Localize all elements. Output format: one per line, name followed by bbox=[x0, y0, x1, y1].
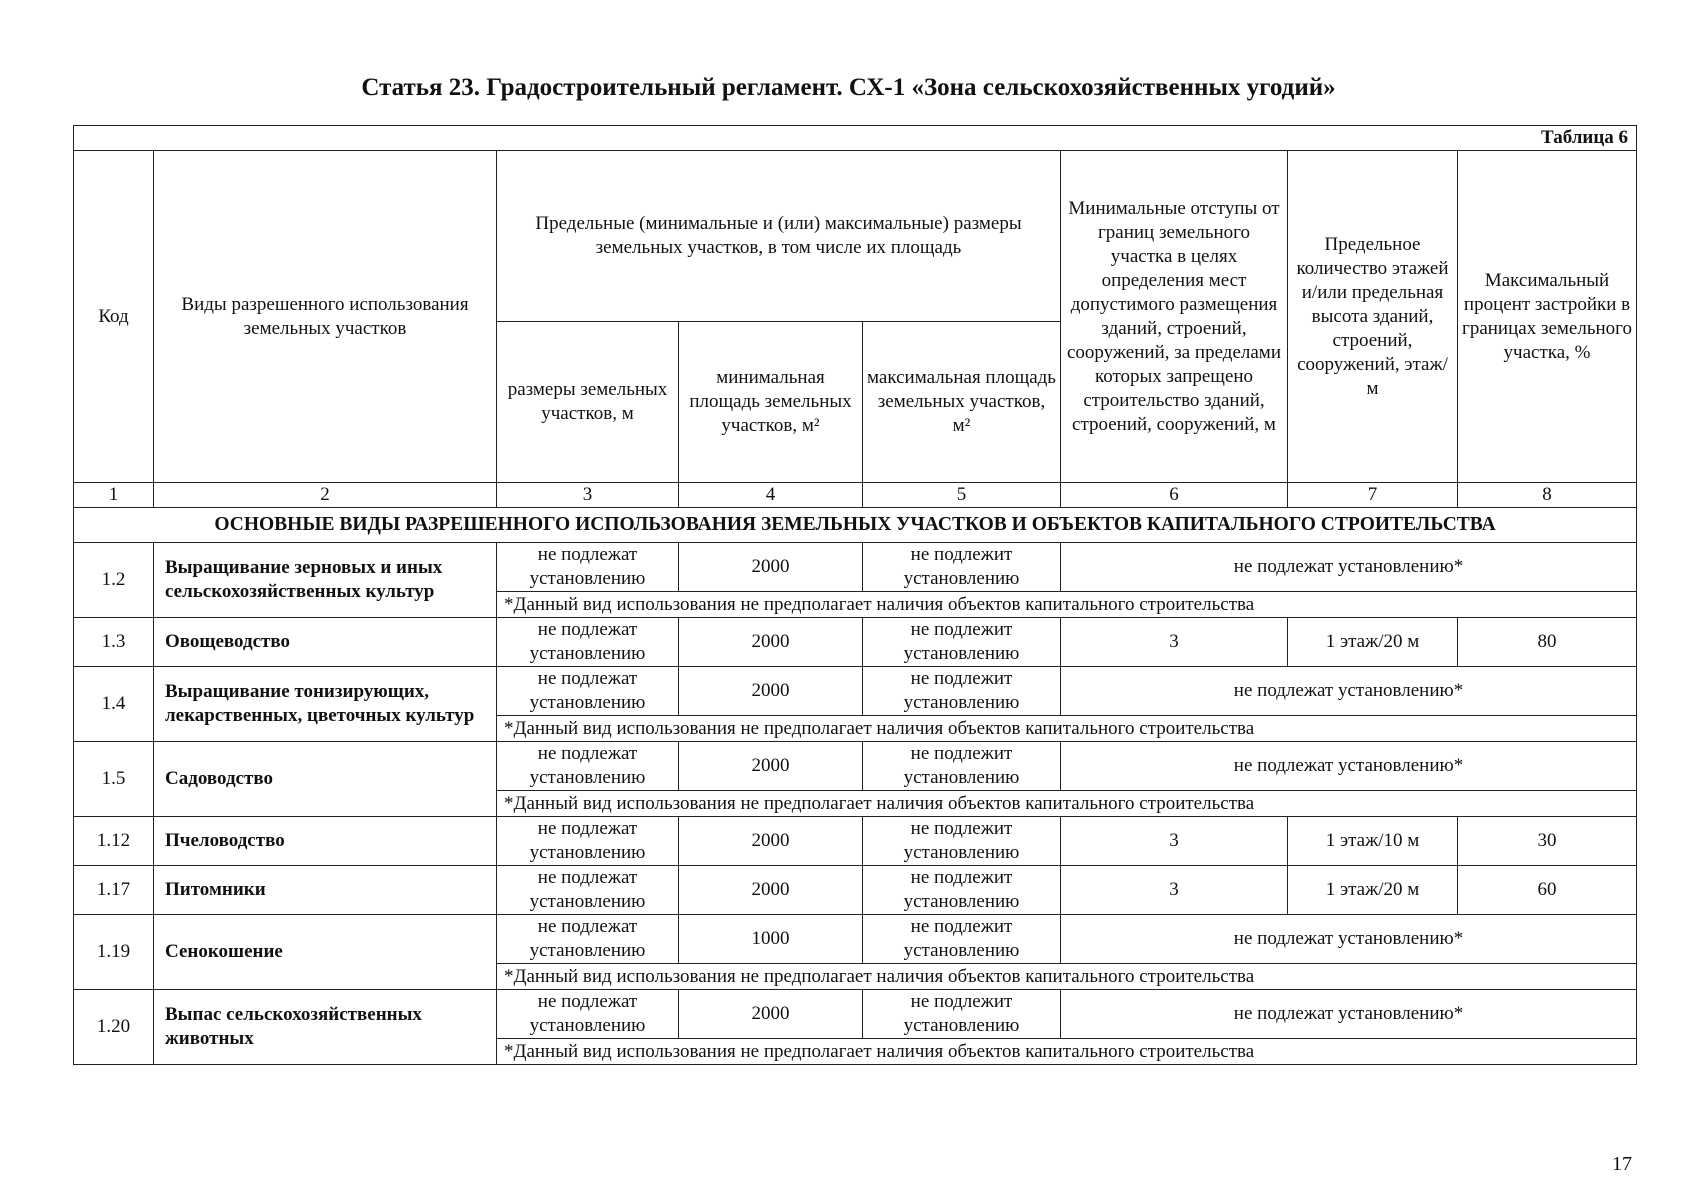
header-row-1 bbox=[74, 151, 1637, 322]
row-code: 1.3 bbox=[74, 618, 154, 667]
page-title: Статья 23. Градостроительный регламент. СХ-1 «Зона сельскохозяйственных угодий» bbox=[361, 74, 1336, 101]
row-note: *Данный вид использования не предполагает наличия объектов капитального строительства bbox=[497, 716, 1637, 742]
row-use-name: Выращивание тонизирующих, лекарственных, цветочных культур bbox=[154, 667, 497, 742]
row-code: 1.5 bbox=[74, 742, 154, 817]
row-floors: 1 этаж/10 м bbox=[1288, 817, 1458, 866]
row-merged-params: не подлежат установлению* bbox=[1061, 990, 1637, 1039]
row-sizes: не подлежат установлению bbox=[497, 915, 679, 964]
table-row bbox=[74, 742, 1637, 791]
row-min-area: 1000 bbox=[679, 915, 863, 964]
table-caption-row bbox=[74, 126, 1637, 151]
column-number: 8 bbox=[1458, 483, 1637, 508]
column-number: 4 bbox=[679, 483, 863, 508]
row-coverage: 30 bbox=[1458, 817, 1637, 866]
row-floors: 1 этаж/20 м bbox=[1288, 618, 1458, 667]
row-merged-params: не подлежат установлению* bbox=[1061, 667, 1637, 716]
header-min-area: минимальная площадь земельных участков, м² bbox=[679, 322, 863, 483]
row-max-area: не подлежит установлению bbox=[863, 866, 1061, 915]
row-note: *Данный вид использования не предполагает наличия объектов капитального строительства bbox=[497, 964, 1637, 990]
header-max-area: максимальная площадь земельных участков, м² bbox=[863, 322, 1061, 483]
row-code: 1.17 bbox=[74, 866, 154, 915]
row-sizes: не подлежат установлению bbox=[497, 543, 679, 592]
row-setback: 3 bbox=[1061, 618, 1288, 667]
header-code: Код bbox=[74, 151, 154, 483]
table-row bbox=[74, 915, 1637, 964]
header-sizes: размеры земельных участков, м bbox=[497, 322, 679, 483]
row-min-area: 2000 bbox=[679, 667, 863, 716]
row-use-name: Овощеводство bbox=[154, 618, 497, 667]
column-number: 5 bbox=[863, 483, 1061, 508]
row-coverage: 60 bbox=[1458, 866, 1637, 915]
row-note: *Данный вид использования не предполагает наличия объектов капитального строительства bbox=[497, 1039, 1637, 1065]
row-code: 1.4 bbox=[74, 667, 154, 742]
row-sizes: не подлежат установлению bbox=[497, 817, 679, 866]
row-max-area: не подлежит установлению bbox=[863, 915, 1061, 964]
table-row bbox=[74, 817, 1637, 866]
table-row bbox=[74, 866, 1637, 915]
row-min-area: 2000 bbox=[679, 817, 863, 866]
header-coverage: Максимальный процент застройки в границах земельного участка, % bbox=[1458, 151, 1637, 483]
row-min-area: 2000 bbox=[679, 618, 863, 667]
column-number: 2 bbox=[154, 483, 497, 508]
row-code: 1.12 bbox=[74, 817, 154, 866]
row-min-area: 2000 bbox=[679, 866, 863, 915]
row-note: *Данный вид использования не предполагает наличия объектов капитального строительства bbox=[497, 592, 1637, 618]
row-sizes: не подлежат установлению bbox=[497, 618, 679, 667]
row-merged-params: не подлежат установлению* bbox=[1061, 543, 1637, 592]
section-title: ОСНОВНЫЕ ВИДЫ РАЗРЕШЕННОГО ИСПОЛЬЗОВАНИЯ ЗЕМЕЛЬНЫХ УЧАСТКОВ И ОБЪЕКТОВ КАПИТАЛЬНОГО СТРОИТЕЛЬСТВА bbox=[74, 508, 1637, 543]
row-sizes: не подлежат установлению bbox=[497, 990, 679, 1039]
row-use-name: Питомники bbox=[154, 866, 497, 915]
row-sizes: не подлежат установлению bbox=[497, 667, 679, 716]
row-floors: 1 этаж/20 м bbox=[1288, 866, 1458, 915]
row-code: 1.2 bbox=[74, 543, 154, 618]
row-code: 1.20 bbox=[74, 990, 154, 1065]
row-max-area: не подлежит установлению bbox=[863, 817, 1061, 866]
row-use-name: Садоводство bbox=[154, 742, 497, 817]
column-number: 1 bbox=[74, 483, 154, 508]
row-use-name: Сенокошение bbox=[154, 915, 497, 990]
row-coverage: 80 bbox=[1458, 618, 1637, 667]
table-caption: Таблица 6 bbox=[74, 126, 1637, 151]
header-limits: Предельные (минимальные и (или) максимальные) размеры земельных участков, в том числе их площадь bbox=[497, 151, 1061, 322]
column-number: 7 bbox=[1288, 483, 1458, 508]
column-numbers-row bbox=[74, 483, 1637, 508]
row-merged-params: не подлежат установлению* bbox=[1061, 742, 1637, 791]
table-row bbox=[74, 667, 1637, 716]
row-min-area: 2000 bbox=[679, 990, 863, 1039]
row-sizes: не подлежат установлению bbox=[497, 742, 679, 791]
row-sizes: не подлежат установлению bbox=[497, 866, 679, 915]
row-code: 1.19 bbox=[74, 915, 154, 990]
row-max-area: не подлежит установлению bbox=[863, 667, 1061, 716]
page-number: 17 bbox=[1612, 1153, 1632, 1175]
section-row bbox=[74, 508, 1637, 543]
table-row bbox=[74, 543, 1637, 592]
row-setback: 3 bbox=[1061, 866, 1288, 915]
row-min-area: 2000 bbox=[679, 543, 863, 592]
table-row bbox=[74, 990, 1637, 1039]
row-min-area: 2000 bbox=[679, 742, 863, 791]
row-merged-params: не подлежат установлению* bbox=[1061, 915, 1637, 964]
header-floors: Предельное количество этажей и/или предельная высота зданий, строений, сооружений, этаж/м bbox=[1288, 151, 1458, 483]
row-max-area: не подлежит установлению bbox=[863, 742, 1061, 791]
row-use-name: Пчеловодство bbox=[154, 817, 497, 866]
row-use-name: Выращивание зерновых и иных сельскохозяйственных культур bbox=[154, 543, 497, 618]
regulation-table bbox=[73, 125, 1637, 1065]
row-max-area: не подлежит установлению bbox=[863, 990, 1061, 1039]
row-note: *Данный вид использования не предполагает наличия объектов капитального строительства bbox=[497, 791, 1637, 817]
row-max-area: не подлежит установлению bbox=[863, 618, 1061, 667]
header-use: Виды разрешенного использования земельных участков bbox=[154, 151, 497, 483]
column-number: 3 bbox=[497, 483, 679, 508]
column-number: 6 bbox=[1061, 483, 1288, 508]
header-setbacks: Минимальные отступы от границ земельного участка в целях определения мест допустимого размещения зданий, строений, сооружений, за пределами которых запрещено строительство зданий, строений, сооружений, м bbox=[1061, 151, 1288, 483]
row-max-area: не подлежит установлению bbox=[863, 543, 1061, 592]
row-setback: 3 bbox=[1061, 817, 1288, 866]
table-row bbox=[74, 618, 1637, 667]
row-use-name: Выпас сельскохозяйственных животных bbox=[154, 990, 497, 1065]
